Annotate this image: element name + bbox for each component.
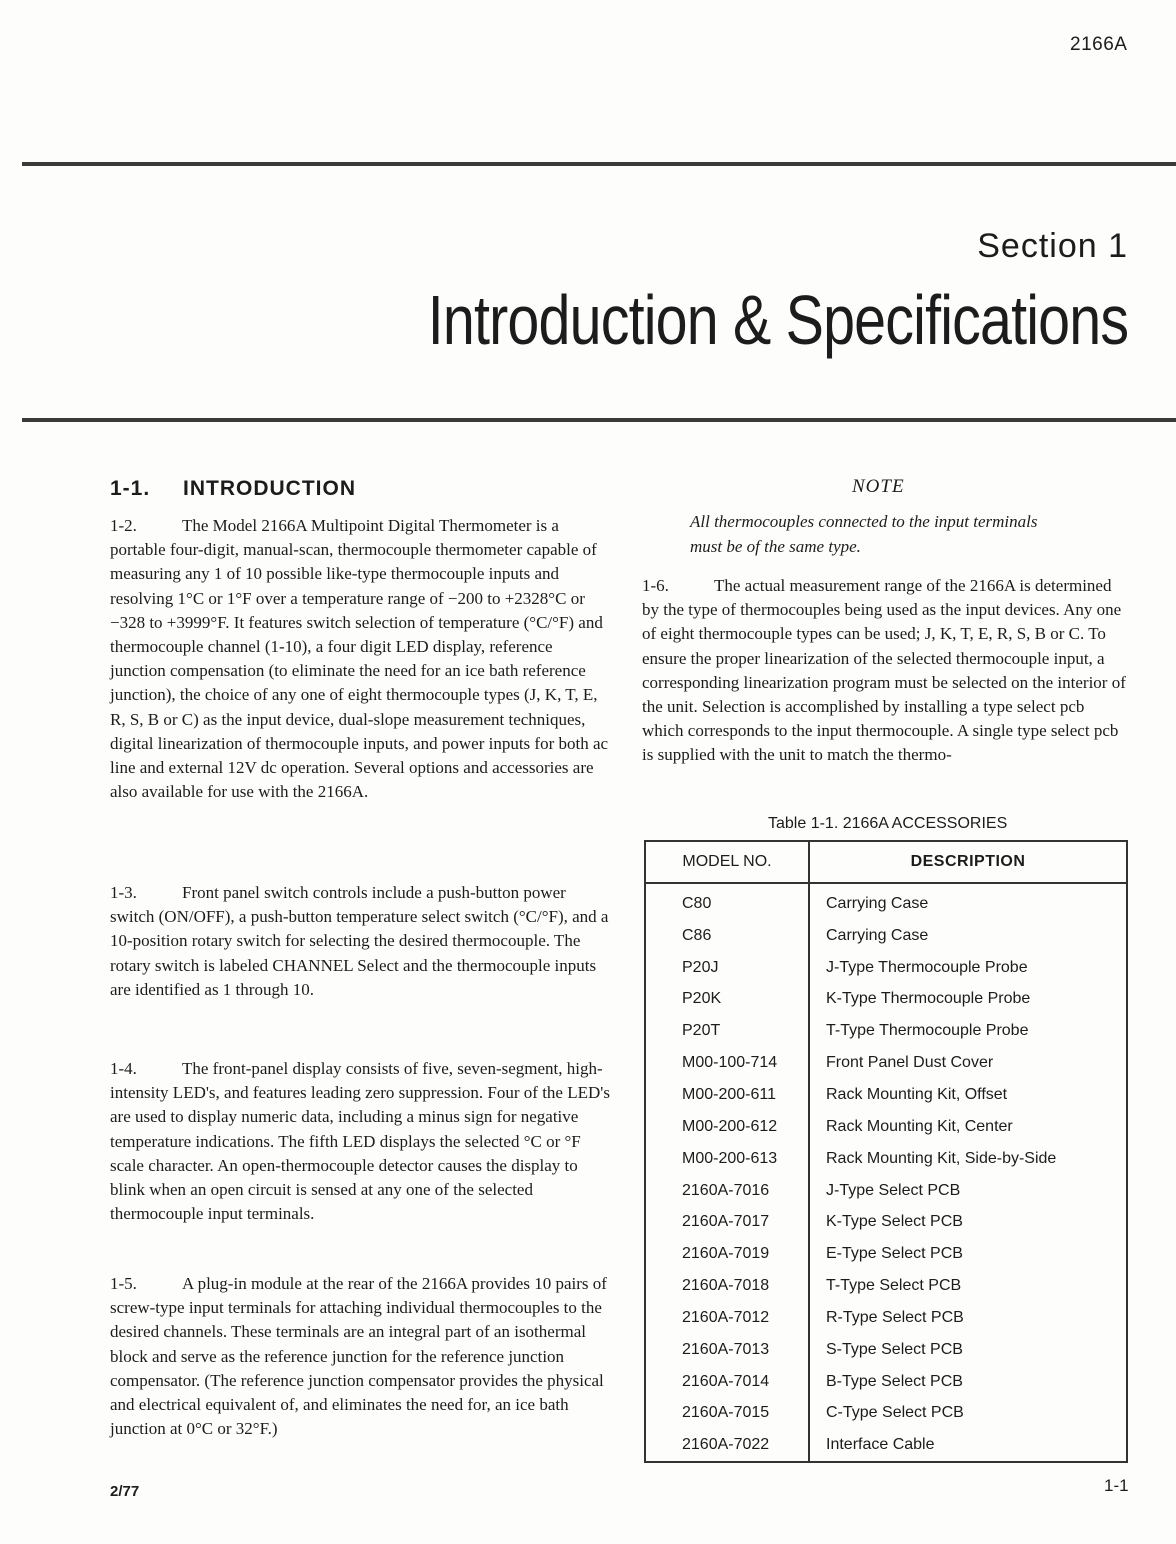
table-row — [646, 952, 1126, 984]
paragraph-number: 1-4. — [110, 1059, 137, 1078]
model-number-cell: P20J — [682, 958, 719, 976]
table-row — [646, 984, 1126, 1016]
table-row — [646, 1238, 1126, 1270]
paragraph-number: 1-5. — [110, 1274, 137, 1293]
model-number-cell: C80 — [682, 894, 712, 912]
accessories-table — [644, 840, 1128, 1463]
note-text: All thermocouples connected to the input terminals must be of the same type. — [690, 512, 1038, 556]
paragraph-text: The front-panel display consists of five, seven-segment, high-intensity LED's, and features leading zero suppression. Four of the LED's are used to display numeric data, including a minus sign for negative temperature indications. The fifth LED displays the selected °C or °F scale character. An open-thermocouple detector causes the display to blink when an open circuit is sensed at any one of the selected thermocouple input terminals. — [110, 1059, 610, 1224]
heading-number: 1-1. — [110, 477, 151, 500]
model-number-cell: 2160A-7019 — [682, 1245, 770, 1263]
table-row — [646, 1398, 1126, 1430]
model-number-cell: 2160A-7022 — [682, 1436, 770, 1454]
description-cell: B-Type Select PCB — [826, 1372, 963, 1390]
table-row — [646, 1334, 1126, 1366]
page-number: 1-1 — [1104, 1476, 1129, 1495]
model-number-cell: C86 — [682, 926, 712, 944]
top-rule — [22, 162, 1176, 166]
paragraph-1-5 — [110, 1272, 610, 1441]
model-number-cell: 2160A-7013 — [682, 1340, 770, 1358]
table-header — [646, 842, 1126, 884]
table-row — [646, 1429, 1126, 1461]
description-cell: K-Type Select PCB — [826, 1213, 963, 1231]
paragraph-text: A plug-in module at the rear of the 2166A provides 10 pairs of screw-type input terminals for attaching individual thermocouples to the desired channels. These terminals are an integral part of an isothermal block and serve as the reference junction for the reference junction compensator. (The reference junction compensator provides the physical and electrical equivalent of, and eliminates the need for, an ice bath junction at 0°C or 32°F.) — [110, 1274, 607, 1439]
description-cell: T-Type Thermocouple Probe — [826, 1022, 1029, 1040]
paragraph-text: Front panel switch controls include a push-button power switch (ON/OFF), a push-button temperature select switch (°C/°F), and a 10-position rotary switch for selecting the desired thermocouple. The rotary switch is labeled CHANNEL Select and the thermocouple inputs are identified as 1 through 10. — [110, 883, 609, 999]
table-row — [646, 1079, 1126, 1111]
description-cell: R-Type Select PCB — [826, 1308, 964, 1326]
paragraph-text: The Model 2166A Multipoint Digital Thermometer is a portable four-digit, manual-scan, thermocouple thermometer capable of measuring any 1 of 10 possible like-type thermocouple inputs and resolving 1°C or 1°F over a temperature range of −200 to +2328°C or −328 to +3999°F. It features switch selection of temperature (°C/°F) and thermocouple channel (1-10), a four digit LED display, reference junction compensation (to eliminate the need for an ice bath reference junction), the choice of any one of eight thermocouple types (J, K, T, E, R, S, B or C) as the input device, dual-slope measurement techniques, digital linearization of thermocouple inputs, and power inputs for both ac line and external 12V dc operation. Several options and accessories are also available for use with the 2166A. — [110, 516, 609, 802]
paragraph-number: 1-6. — [642, 576, 669, 595]
model-number-cell: M00-200-612 — [682, 1117, 778, 1135]
paragraph-1-3 — [110, 881, 610, 1002]
table-row — [646, 1047, 1126, 1079]
table-row — [646, 1206, 1126, 1238]
paragraph-number: 1-2. — [110, 516, 137, 535]
table-row — [646, 1270, 1126, 1302]
bottom-rule — [22, 418, 1176, 422]
table-row — [646, 1111, 1126, 1143]
model-number-cell: P20K — [682, 990, 722, 1008]
model-number-cell: P20T — [682, 1022, 721, 1040]
description-cell: T-Type Select PCB — [826, 1277, 962, 1295]
model-tag: 2166A — [1070, 34, 1128, 55]
paragraph-1-6 — [642, 574, 1128, 768]
table-row — [646, 1015, 1126, 1047]
model-number-cell: 2160A-7016 — [682, 1181, 770, 1199]
footer-date: 2/77 — [110, 1483, 140, 1500]
description-cell: J-Type Thermocouple Probe — [826, 958, 1028, 976]
paragraph-text: The actual measurement range of the 2166A is determined by the type of thermocouples being used as the input devices. Any one of eight thermocouple types can be used; J, K, T, E, R, S, B or C. To ensure the proper linearization of the selected thermocouple input, a corresponding linearization program must be selected on the interior of the unit. Selection is accomplished by installing a type select pcb which corresponds to the input thermocouple. A single type select pcb is supplied with the unit to match the thermo- — [642, 576, 1126, 765]
model-number-cell: M00-200-613 — [682, 1149, 778, 1167]
description-cell: E-Type Select PCB — [826, 1245, 963, 1263]
description-cell: Rack Mounting Kit, Side-by-Side — [826, 1149, 1057, 1167]
table-row — [646, 920, 1126, 952]
model-number-cell: M00-200-611 — [682, 1085, 776, 1103]
chapter-title: Introduction & Specifications — [427, 281, 1128, 359]
table-body — [646, 884, 1126, 1461]
table-row — [646, 1175, 1126, 1207]
description-cell: Front Panel Dust Cover — [826, 1054, 994, 1072]
description-cell: Interface Cable — [826, 1436, 935, 1454]
description-cell: Carrying Case — [826, 926, 929, 944]
table-row — [646, 1143, 1126, 1175]
table-row — [646, 888, 1126, 920]
paragraph-1-4 — [110, 1057, 610, 1226]
model-number-cell: 2160A-7018 — [682, 1277, 770, 1295]
description-cell: S-Type Select PCB — [826, 1340, 963, 1358]
description-cell: Rack Mounting Kit, Offset — [826, 1085, 1008, 1103]
intro-heading — [110, 477, 356, 501]
table-row — [646, 1366, 1126, 1398]
model-number-cell: M00-100-714 — [682, 1054, 778, 1072]
description-cell: K-Type Thermocouple Probe — [826, 990, 1031, 1008]
section-label: Section 1 — [977, 227, 1128, 265]
note-label: NOTE — [852, 476, 905, 497]
paragraph-1-2 — [110, 514, 610, 804]
model-number-cell: 2160A-7015 — [682, 1404, 770, 1422]
heading-title: INTRODUCTION — [183, 477, 356, 500]
paragraph-number: 1-3. — [110, 883, 137, 902]
model-number-cell: 2160A-7012 — [682, 1308, 770, 1326]
column-header-description: DESCRIPTION — [910, 853, 1026, 870]
description-cell: Rack Mounting Kit, Center — [826, 1117, 1013, 1135]
column-header-model: MODEL NO. — [646, 842, 810, 882]
model-number-cell: 2160A-7017 — [682, 1213, 770, 1231]
table-caption: Table 1-1. 2166A ACCESSORIES — [768, 815, 1008, 832]
description-cell: C-Type Select PCB — [826, 1404, 964, 1422]
description-cell: J-Type Select PCB — [826, 1181, 961, 1199]
table-row — [646, 1302, 1126, 1334]
description-cell: Carrying Case — [826, 894, 929, 912]
model-number-cell: 2160A-7014 — [682, 1372, 770, 1390]
